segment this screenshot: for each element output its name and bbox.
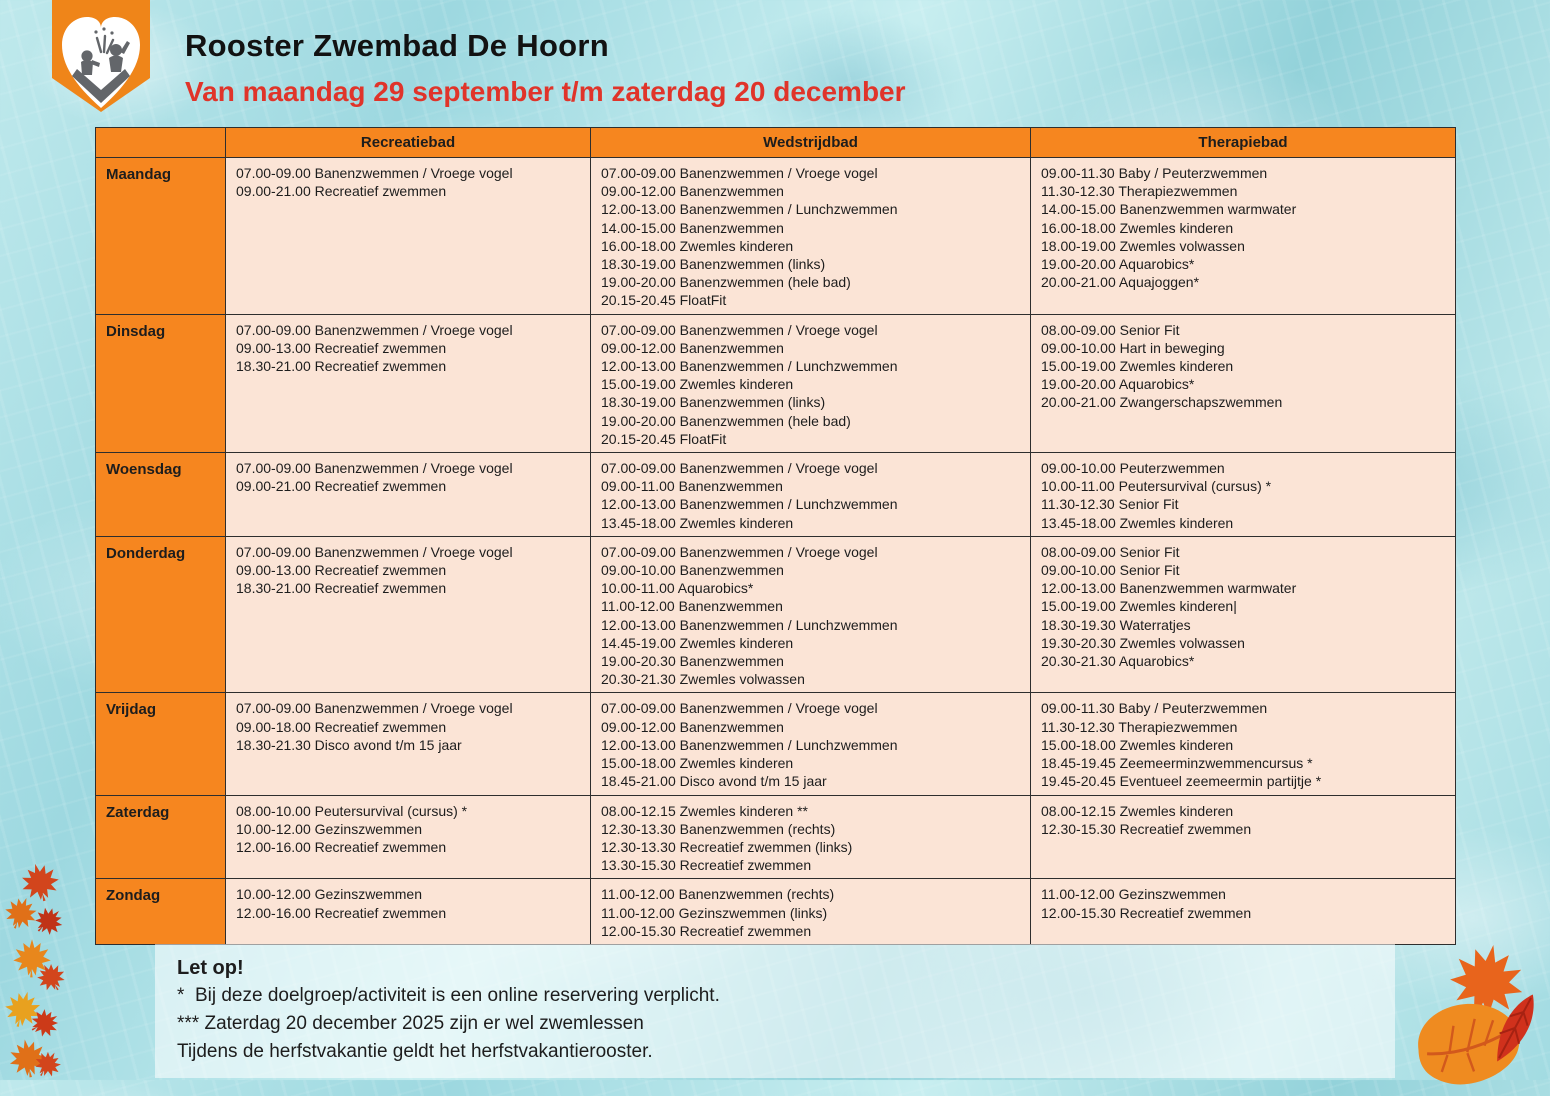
schedule-entry: 18.30-19.00 Banenzwemmen (links) — [601, 394, 826, 411]
schedule-entry: 18.30-19.30 Waterratjes — [1041, 616, 1191, 633]
schedule-entry: 07.00-09.00 Banenzwemmen / Vroege vogel — [601, 543, 878, 560]
schedule-entry: 12.00-13.00 Banenzwemmen / Lunchzwemmen — [601, 496, 898, 513]
schedule-entry: 16.00-18.00 Zwemles kinderen — [1041, 219, 1234, 236]
schedule-entry: 18.00-19.00 Zwemles volwassen — [1041, 237, 1245, 254]
note-line: * Bij deze doelgroep/activiteit is een online reservering verplicht. — [177, 985, 720, 1006]
schedule-entry: 12.30-13.30 Recreatief zwemmen (links) — [601, 838, 853, 855]
schedule-entry: 13.30-15.30 Recreatief zwemmen — [601, 857, 812, 874]
table-row — [96, 879, 1456, 945]
table-row — [96, 796, 1456, 880]
schedule-entry: 12.00-13.00 Banenzwemmen warmwater — [1041, 580, 1297, 597]
schedule-entry: 09.00-11.30 Baby / Peuterzwemmen — [1041, 700, 1268, 717]
schedule-entry: 07.00-09.00 Banenzwemmen / Vroege vogel — [601, 700, 878, 717]
schedule-entry: 19.00-20.30 Banenzwemmen — [601, 653, 784, 670]
schedule-entry: 15.00-19.00 Zwemles kinderen — [601, 376, 794, 393]
page-subtitle: Van maandag 29 september t/m zaterdag 20 december — [185, 76, 906, 107]
schedule-rows — [96, 158, 1456, 945]
schedule-cell-wedstrijdbad — [591, 796, 1031, 880]
schedule-entry: 18.30-21.00 Recreatief zwemmen — [236, 358, 447, 375]
schedule-entry: 09.00-11.30 Baby / Peuterzwemmen — [1041, 165, 1268, 181]
table-row — [96, 693, 1456, 795]
schedule-entry: 20.00-21.00 Zwangerschapszwemmen — [1041, 394, 1283, 411]
note-title: Let op! — [177, 957, 244, 979]
schedule-entry: 19.45-20.45 Eventueel zeemeermin partijtje * — [1041, 773, 1322, 790]
schedule-entry: 09.00-12.00 Banenzwemmen — [601, 718, 784, 735]
schedule-entry: 07.00-09.00 Banenzwemmen / Vroege vogel — [601, 460, 878, 477]
schedule-entry: 08.00-09.00 Senior Fit — [1041, 321, 1180, 338]
schedule-entry: 11.00-12.00 Gezinszwemmen — [1041, 886, 1226, 903]
schedule-entry: 09.00-12.00 Banenzwemmen — [601, 183, 784, 200]
day-label: Woensdag — [96, 453, 226, 537]
schedule-entry: 09.00-11.00 Banenzwemmen — [601, 478, 783, 495]
schedule-entry: 08.00-09.00 Senior Fit — [1041, 543, 1180, 560]
schedule-entry: 09.00-10.00 Banenzwemmen — [601, 562, 784, 579]
table-row — [96, 158, 1456, 315]
note-line: Tijdens de herfstvakantie geldt het herfstvakantierooster. — [177, 1041, 653, 1062]
schedule-cell-wedstrijdbad — [591, 879, 1031, 945]
schedule-entry: 09.00-21.00 Recreatief zwemmen — [236, 183, 447, 200]
day-label: Zondag — [96, 879, 226, 945]
schedule-entry: 19.00-20.00 Aquarobics* — [1041, 376, 1195, 393]
schedule-entry: 13.45-18.00 Zwemles kinderen — [601, 514, 794, 531]
schedule-cell-therapiebad — [1031, 693, 1456, 795]
table-row — [96, 315, 1456, 453]
schedule-entry: 10.00-11.00 Peutersurvival (cursus) * — [1041, 478, 1272, 495]
schedule-entry: 10.00-12.00 Gezinszwemmen — [236, 886, 422, 903]
schedule-cell-recreatiebad — [226, 537, 591, 694]
day-label: Maandag — [96, 158, 226, 315]
schedule-entry: 19.00-20.00 Aquarobics* — [1041, 256, 1195, 273]
schedule-entry: 12.00-13.00 Banenzwemmen / Lunchzwemmen — [601, 616, 898, 633]
page-title: Rooster Zwembad De Hoorn — [185, 28, 610, 63]
schedule-entry: 20.30-21.30 Zwemles volwassen — [601, 671, 805, 688]
schedule-table — [95, 127, 1456, 945]
schedule-entry: 12.00-13.00 Banenzwemmen / Lunchzwemmen — [601, 201, 898, 218]
schedule-entry: 15.00-19.00 Zwemles kinderen — [1041, 358, 1234, 375]
schedule-entry: 12.00-15.30 Recreatief zwemmen — [1041, 904, 1252, 921]
schedule-entry: 12.00-13.00 Banenzwemmen / Lunchzwemmen — [601, 736, 898, 753]
schedule-entry: 09.00-21.00 Recreatief zwemmen — [236, 478, 447, 495]
day-label: Dinsdag — [96, 315, 226, 453]
schedule-entry: 10.00-11.00 Aquarobics* — [601, 580, 754, 597]
schedule-entry: 14.45-19.00 Zwemles kinderen — [601, 634, 794, 651]
schedule-entry: 07.00-09.00 Banenzwemmen / Vroege vogel — [601, 321, 878, 338]
schedule-entry: 07.00-09.00 Banenzwemmen / Vroege vogel — [236, 460, 513, 477]
schedule-cell-recreatiebad — [226, 796, 591, 880]
schedule-entry: 09.00-18.00 Recreatief zwemmen — [236, 718, 447, 735]
schedule-entry: 15.00-19.00 Zwemles kinderen| — [1041, 598, 1237, 615]
schedule-cell-wedstrijdbad — [591, 693, 1031, 795]
schedule-entry: 07.00-09.00 Banenzwemmen / Vroege vogel — [236, 700, 513, 717]
schedule-entry: 20.15-20.45 FloatFit — [601, 430, 727, 447]
schedule-cell-therapiebad — [1031, 315, 1456, 453]
note-box — [155, 944, 1395, 1078]
schedule-entry: 11.00-12.00 Gezinszwemmen (links) — [601, 904, 828, 921]
schedule-entry: 11.00-12.00 Banenzwemmen (rechts) — [601, 886, 835, 903]
schedule-cell-wedstrijdbad — [591, 158, 1031, 315]
schedule-entry: 20.30-21.30 Aquarobics* — [1041, 653, 1195, 670]
schedule-entry: 14.00-15.00 Banenzwemmen — [601, 219, 784, 236]
schedule-entry: 09.00-13.00 Recreatief zwemmen — [236, 339, 447, 356]
day-label: Zaterdag — [96, 796, 226, 880]
schedule-cell-recreatiebad — [226, 879, 591, 945]
schedule-entry: 19.30-20.30 Zwemles volwassen — [1041, 634, 1245, 651]
schedule-entry: 20.00-21.00 Aquajoggen* — [1041, 274, 1200, 291]
schedule-entry: 08.00-12.15 Zwemles kinderen — [1041, 802, 1234, 819]
schedule-entry: 08.00-12.15 Zwemles kinderen ** — [601, 802, 809, 819]
schedule-entry: 16.00-18.00 Zwemles kinderen — [601, 237, 794, 254]
schedule-entry: 18.45-21.00 Disco avond t/m 15 jaar — [601, 773, 827, 790]
schedule-entry: 18.30-21.30 Disco avond t/m 15 jaar — [236, 736, 462, 753]
table-header-row — [96, 128, 1456, 158]
schedule-entry: 07.00-09.00 Banenzwemmen / Vroege vogel — [601, 165, 878, 181]
schedule-entry: 11.00-12.00 Banenzwemmen — [601, 598, 783, 615]
table-row — [96, 453, 1456, 537]
schedule-entry: 12.30-15.30 Recreatief zwemmen — [1041, 820, 1252, 837]
schedule-cell-recreatiebad — [226, 453, 591, 537]
table-row — [96, 537, 1456, 694]
note-line: *** Zaterdag 20 december 2025 zijn er wel zwemlessen — [177, 1013, 644, 1034]
schedule-cell-recreatiebad — [226, 315, 591, 453]
day-label: Donderdag — [96, 537, 226, 694]
column-header-corner — [96, 128, 226, 158]
column-header-wedstrijdbad: Wedstrijdbad — [591, 128, 1031, 158]
schedule-entry: 19.00-20.00 Banenzwemmen (hele bad) — [601, 274, 851, 291]
schedule-entry: 14.00-15.00 Banenzwemmen warmwater — [1041, 201, 1297, 218]
schedule-cell-recreatiebad — [226, 158, 591, 315]
schedule-entry: 12.00-15.30 Recreatief zwemmen — [601, 922, 812, 939]
schedule-entry: 07.00-09.00 Banenzwemmen / Vroege vogel — [236, 321, 513, 338]
schedule-cell-therapiebad — [1031, 453, 1456, 537]
pool-logo — [52, 0, 150, 126]
schedule-entry: 11.30-12.30 Therapiezwemmen — [1041, 183, 1238, 200]
schedule-cell-therapiebad — [1031, 537, 1456, 694]
schedule-entry: 12.00-13.00 Banenzwemmen / Lunchzwemmen — [601, 358, 898, 375]
schedule-entry: 07.00-09.00 Banenzwemmen / Vroege vogel — [236, 543, 513, 560]
schedule-entry: 18.30-21.00 Recreatief zwemmen — [236, 580, 447, 597]
swimmers-heart-icon — [52, 0, 150, 126]
schedule-entry: 10.00-12.00 Gezinszwemmen — [236, 820, 422, 837]
schedule-entry: 11.30-12.30 Therapiezwemmen — [1041, 718, 1238, 735]
schedule-entry: 09.00-10.00 Hart in beweging — [1041, 339, 1225, 356]
schedule-entry: 08.00-10.00 Peutersurvival (cursus) * — [236, 802, 468, 819]
column-header-recreatiebad: Recreatiebad — [226, 128, 591, 158]
column-header-therapiebad: Therapiebad — [1031, 128, 1456, 158]
schedule-entry: 13.45-18.00 Zwemles kinderen — [1041, 514, 1234, 531]
schedule-entry: 19.00-20.00 Banenzwemmen (hele bad) — [601, 412, 851, 429]
schedule-entry: 09.00-12.00 Banenzwemmen — [601, 339, 784, 356]
schedule-cell-wedstrijdbad — [591, 315, 1031, 453]
schedule-entry: 11.30-12.30 Senior Fit — [1041, 496, 1179, 513]
schedule-entry: 12.00-16.00 Recreatief zwemmen — [236, 838, 447, 855]
day-label: Vrijdag — [96, 693, 226, 795]
schedule-cell-recreatiebad — [226, 693, 591, 795]
schedule-entry: 09.00-10.00 Peuterzwemmen — [1041, 460, 1225, 477]
schedule-cell-therapiebad — [1031, 796, 1456, 880]
schedule-cell-therapiebad — [1031, 879, 1456, 945]
schedule-cell-wedstrijdbad — [591, 537, 1031, 694]
schedule-cell-therapiebad — [1031, 158, 1456, 315]
schedule-entry: 15.00-18.00 Zwemles kinderen — [1041, 736, 1234, 753]
schedule-entry: 18.30-19.00 Banenzwemmen (links) — [601, 256, 826, 273]
schedule-entry: 09.00-13.00 Recreatief zwemmen — [236, 562, 447, 579]
schedule-cell-wedstrijdbad — [591, 453, 1031, 537]
schedule-entry: 07.00-09.00 Banenzwemmen / Vroege vogel — [236, 165, 513, 181]
schedule-entry: 12.00-16.00 Recreatief zwemmen — [236, 904, 447, 921]
schedule-entry: 09.00-10.00 Senior Fit — [1041, 562, 1180, 579]
schedule-entry: 12.30-13.30 Banenzwemmen (rechts) — [601, 820, 836, 837]
schedule-entry: 20.15-20.45 FloatFit — [601, 292, 727, 309]
schedule-entry: 15.00-18.00 Zwemles kinderen — [601, 755, 794, 772]
schedule-entry: 18.45-19.45 Zeemeerminzwemmencursus * — [1041, 755, 1313, 772]
